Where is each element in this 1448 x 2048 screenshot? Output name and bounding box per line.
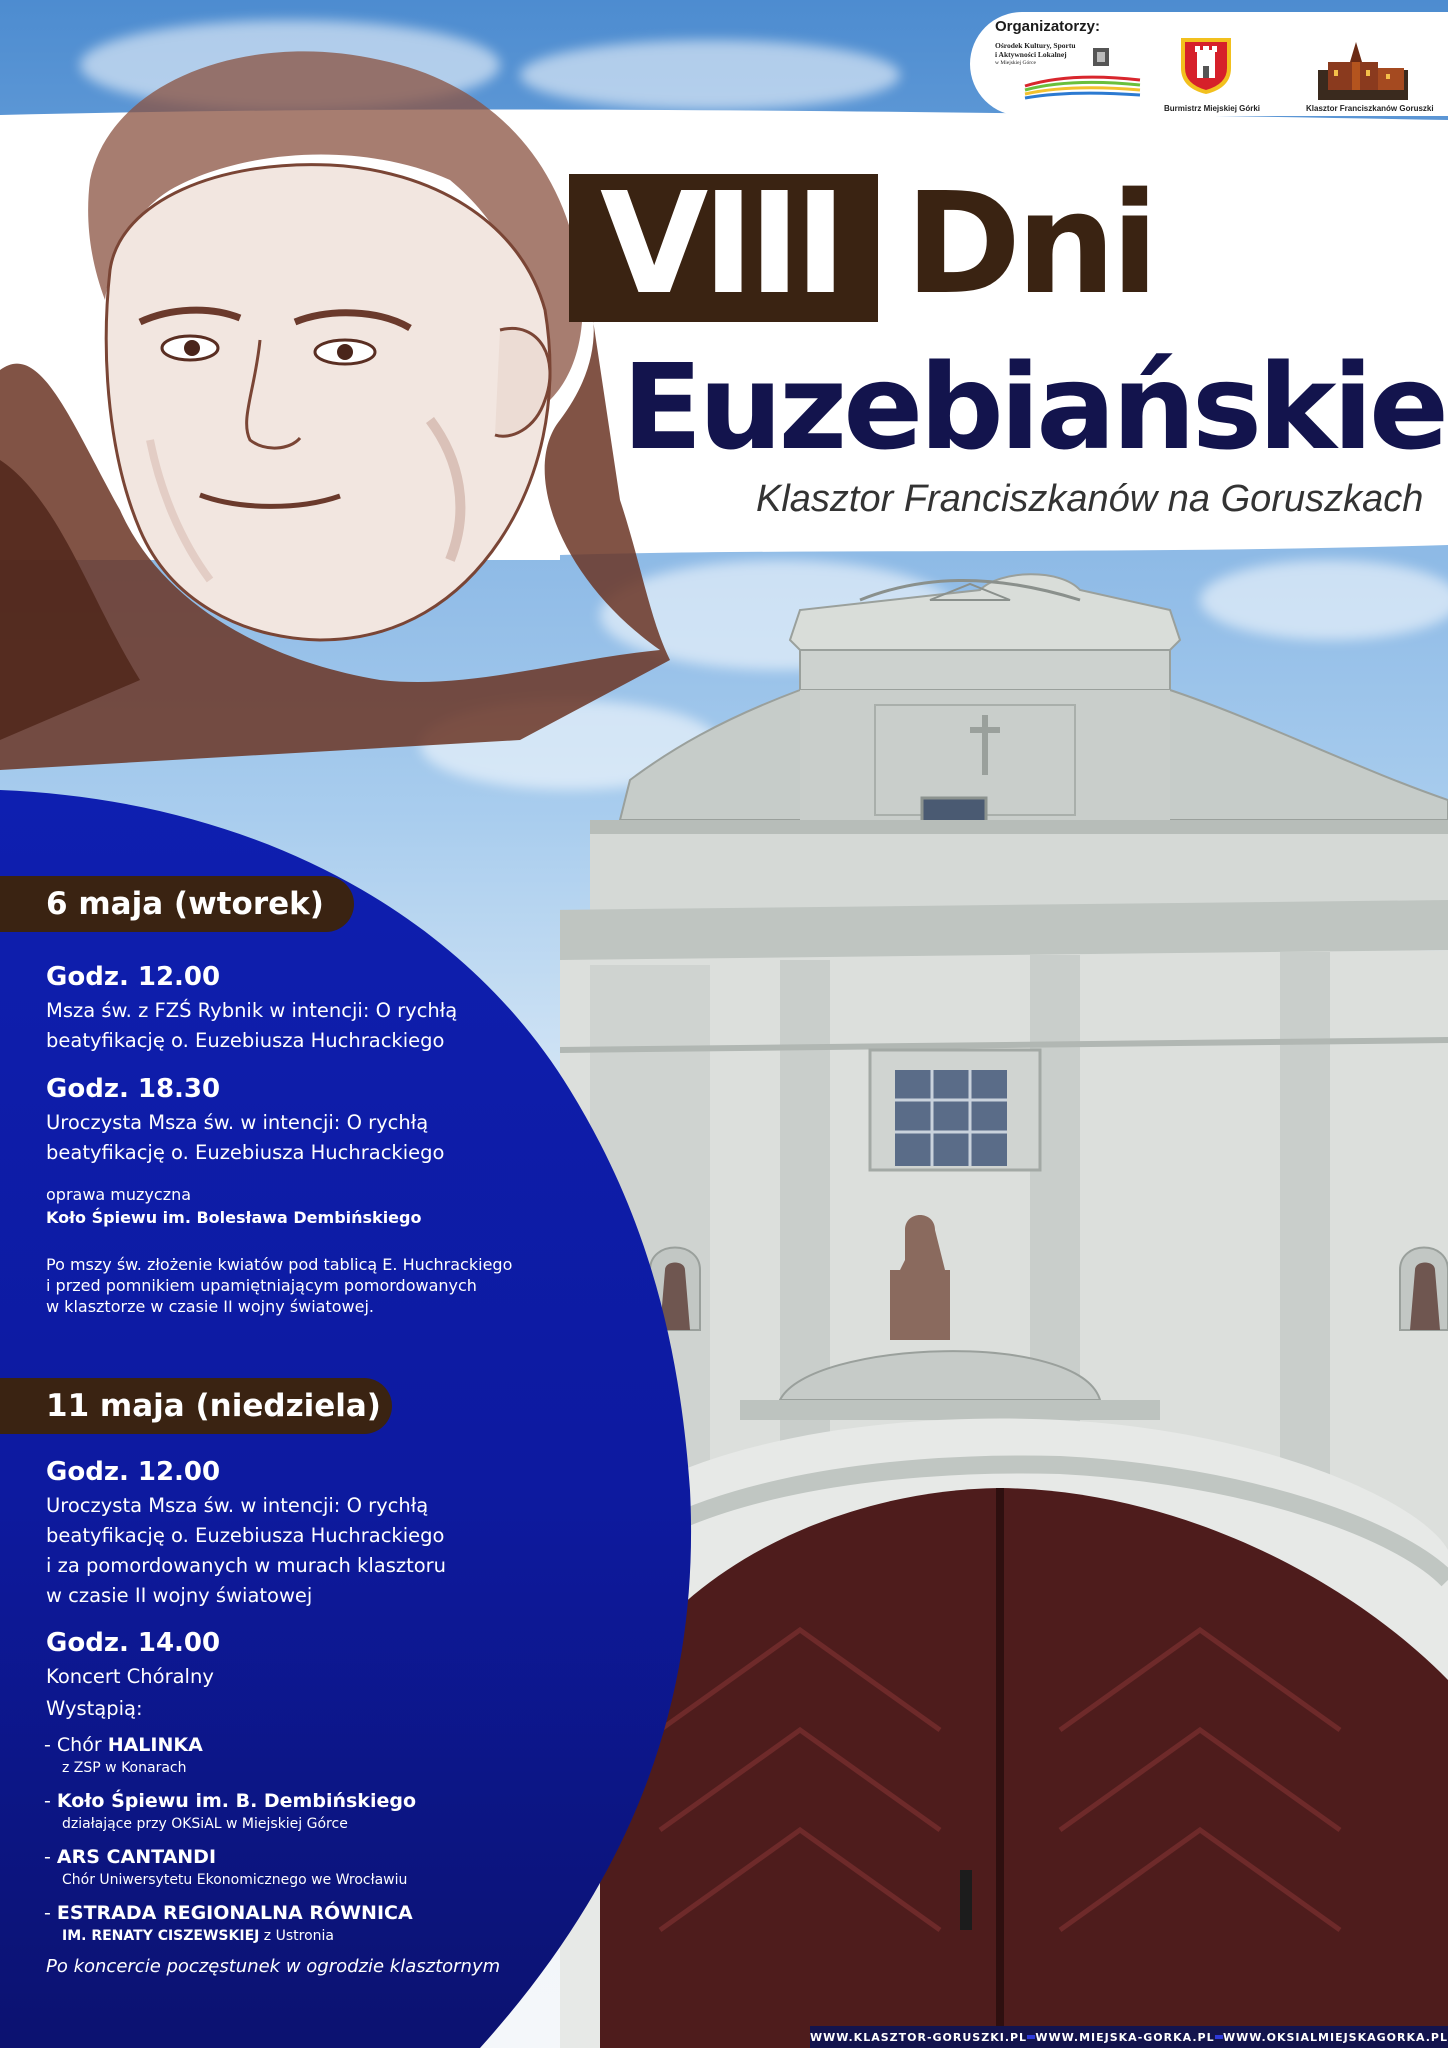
performer-prefix: - (44, 1846, 57, 1868)
oksial-logo (995, 42, 1145, 112)
footer-divider (1027, 2035, 1035, 2039)
performer-item (44, 1902, 413, 1924)
performer-item (44, 1790, 416, 1812)
klasztor-caption: Klasztor Franciszkanów Goruszki (1306, 104, 1434, 113)
performer-detail: z ZSP w Konarach (62, 1760, 187, 1776)
footer-divider (1215, 2035, 1223, 2039)
performer-item (44, 1846, 216, 1868)
event-time: Godz. 18.30 (46, 1074, 221, 1104)
klasztor-logo-icon (1318, 40, 1408, 100)
event-description-line: Uroczysta Msza św. w intencji: O rychłą (46, 1494, 429, 1517)
event-description-line: Uroczysta Msza św. w intencji: O rychłą (46, 1111, 429, 1134)
oksial-logo-line3: w Miejskiej Górce (995, 60, 1036, 66)
oksial-emblem-icon (995, 42, 1145, 112)
oksial-logo-line1: Ośrodek Kultury, Sportu (995, 41, 1076, 50)
note-line: i przed pomnikiem upamiętniającym pomordowanych (46, 1276, 477, 1295)
day-heading-2: 11 maja (niedziela) (0, 1378, 392, 1434)
performer-prefix: - Chór (44, 1734, 108, 1756)
performer-prefix: - (44, 1902, 57, 1924)
performer-detail (62, 1928, 334, 1944)
performer-detail: Chór Uniwersytetu Ekonomicznego we Wrocławiu (62, 1872, 408, 1888)
note-line: Po mszy św. złożenie kwiatów pod tablicą E. Huchrackiego (46, 1255, 513, 1274)
performer-name: HALINKA (107, 1734, 203, 1756)
day-heading-1: 6 maja (wtorek) (0, 876, 354, 932)
footer-link-klasztor[interactable]: WWW.KLASZTOR-GORUSZKI.PL (810, 2030, 1028, 2044)
performer-detail-bold: IM. RENATY CISZEWSKIEJ (62, 1928, 260, 1944)
event-description-line: Koncert Chóralny (46, 1665, 214, 1688)
music-group: Koło Śpiewu im. Bolesława Dembińskiego (46, 1208, 422, 1227)
page-title: Euzebiańskie (622, 338, 1446, 476)
event-description-line: beatyfikację o. Euzebiusza Huchrackiego (46, 1524, 445, 1547)
event-description-line: w czasie II wojny światowej (46, 1584, 313, 1607)
footer-link-miejska-gorka[interactable]: WWW.MIEJSKA-GORKA.PL (1035, 2030, 1215, 2044)
closing-note: Po koncercie poczęstunek w ogrodzie klasztornym (46, 1956, 501, 1977)
event-description-line: Wystąpią: (46, 1697, 143, 1720)
page-subtitle: Klasztor Franciszkanów na Goruszkach (756, 478, 1424, 520)
event-description-line: Msza św. z FZŚ Rybnik w intencji: O rychłą (46, 999, 458, 1022)
footer-link-oksial[interactable]: WWW.OKSIALMIEJSKAGORKA.PL (1222, 2030, 1448, 2044)
performer-item (44, 1734, 203, 1756)
organizers-title: Organizatorzy: (995, 18, 1101, 35)
event-time: Godz. 14.00 (46, 1628, 221, 1658)
event-time: Godz. 12.00 (46, 962, 221, 992)
burmistrz-crest-icon (1178, 36, 1234, 96)
oksial-logo-line2: i Aktywności Lokalnej (995, 49, 1067, 59)
burmistrz-caption: Burmistrz Miejskiej Górki (1164, 104, 1261, 113)
title-word-dni: Dni (905, 163, 1154, 326)
performer-name: ARS CANTANDI (56, 1846, 217, 1868)
event-description-line: beatyfikację o. Euzebiusza Huchrackiego (46, 1029, 445, 1052)
event-description-line: beatyfikację o. Euzebiusza Huchrackiego (46, 1141, 445, 1164)
performer-name: ESTRADA REGIONALNA RÓWNICA (56, 1902, 413, 1924)
event-time: Godz. 12.00 (46, 1457, 221, 1487)
music-label: oprawa muzyczna (46, 1185, 192, 1204)
performer-name: Koło Śpiewu im. B. Dembińskiego (56, 1790, 416, 1812)
note-line: w klasztorze w czasie II wojny światowej. (46, 1297, 375, 1316)
footer-links (810, 2026, 1448, 2048)
performer-prefix: - (44, 1790, 57, 1812)
event-description-line: i za pomordowanych w murach klasztoru (46, 1554, 447, 1577)
performer-detail-rest: z Ustronia (259, 1928, 334, 1944)
edition-number: VIII (600, 163, 841, 326)
performer-detail: działające przy OKSiAL w Miejskiej Górce (62, 1816, 348, 1832)
